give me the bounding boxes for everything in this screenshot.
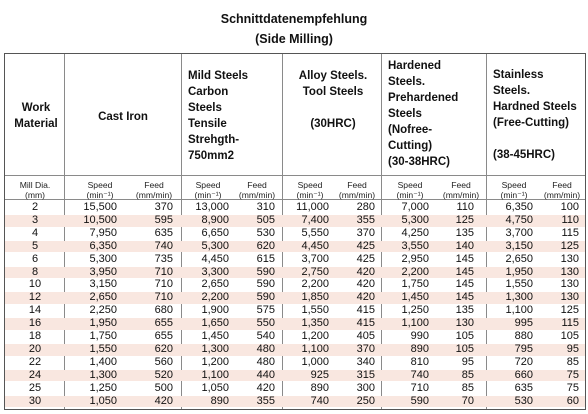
- speed-cell: 5,300: [201, 239, 229, 252]
- cutting-data-table: [4, 53, 586, 410]
- speed-cell: 8,900: [201, 213, 229, 226]
- subheader-feed: Feed (mm/min): [442, 180, 480, 200]
- mill-dia-cell: 20: [28, 342, 42, 355]
- mill-dia-cell: 22: [28, 355, 42, 368]
- feed-cell: 125: [455, 213, 474, 226]
- speed-cell: 6,350: [89, 239, 117, 252]
- page-subtitle: (Side Milling): [255, 32, 333, 46]
- table-row: [5, 344, 585, 356]
- speed-cell: 3,150: [505, 239, 533, 252]
- feed-cell: 135: [455, 304, 474, 317]
- header-hardened-steels: Hardened Steels. Prehardened Steels (Nofree- Cutting) (30-38HRC): [388, 60, 459, 168]
- feed-cell: 370: [154, 201, 173, 213]
- speed-cell: 3,700: [301, 252, 329, 265]
- feed-cell: 710: [154, 265, 173, 278]
- header-work-material: Work Material: [14, 102, 58, 130]
- mill-dia-cell: 12: [28, 291, 42, 304]
- table-row: [5, 370, 585, 382]
- feed-cell: 530: [256, 226, 275, 239]
- speed-cell: 720: [514, 355, 533, 368]
- speed-cell: 1,000: [301, 355, 329, 368]
- speed-cell: 1,050: [89, 394, 117, 407]
- subheader-speed: Speed (min⁻¹): [296, 180, 324, 200]
- speed-cell: 880: [514, 330, 533, 342]
- speed-cell: 1,450: [201, 330, 229, 342]
- subheader-mill-dia: Mill Dia. (mm): [19, 180, 51, 200]
- feed-cell: 145: [455, 252, 474, 265]
- mill-dia-cell: 4: [31, 226, 39, 239]
- speed-cell: 2,750: [301, 265, 329, 278]
- speed-cell: 2,250: [89, 304, 117, 317]
- speed-cell: 3,300: [201, 265, 229, 278]
- page-title: Schnittdatenempfehlung: [220, 12, 368, 26]
- speed-cell: 4,250: [401, 226, 429, 239]
- speed-cell: 4,750: [505, 213, 533, 226]
- speed-cell: 1,550: [505, 278, 533, 291]
- feed-cell: 575: [256, 304, 275, 317]
- table-row: [5, 267, 585, 279]
- header-divider: [5, 175, 585, 176]
- speed-cell: 2,650: [201, 278, 229, 291]
- speed-cell: 635: [514, 381, 533, 394]
- feed-cell: 710: [154, 278, 173, 291]
- feed-cell: 550: [256, 317, 275, 330]
- feed-cell: 105: [455, 330, 474, 342]
- speed-cell: 890: [310, 381, 329, 394]
- speed-cell: 795: [514, 342, 533, 355]
- feed-cell: 615: [256, 252, 275, 265]
- feed-cell: 135: [455, 226, 474, 239]
- feed-cell: 355: [256, 394, 275, 407]
- feed-cell: 250: [356, 394, 375, 407]
- speed-cell: 4,450: [201, 252, 229, 265]
- speed-cell: 3,950: [89, 265, 117, 278]
- feed-cell: 420: [154, 394, 173, 407]
- feed-cell: 680: [154, 304, 173, 317]
- table-row: [5, 357, 585, 369]
- speed-cell: 710: [410, 381, 429, 394]
- feed-cell: 590: [256, 265, 275, 278]
- feed-cell: 425: [356, 239, 375, 252]
- feed-cell: 620: [256, 239, 275, 252]
- table-row: [5, 396, 585, 408]
- speed-cell: 1,200: [301, 330, 329, 342]
- feed-cell: 635: [154, 226, 173, 239]
- mill-dia-cell: 5: [31, 239, 39, 252]
- feed-cell: 130: [560, 252, 579, 265]
- mill-dia-cell: 8: [31, 265, 39, 278]
- table-row: [5, 215, 585, 227]
- speed-cell: 5,300: [401, 213, 429, 226]
- feed-cell: 85: [461, 368, 474, 381]
- feed-cell: 620: [154, 342, 173, 355]
- mill-dia-cell: 10: [28, 278, 42, 291]
- speed-cell: 995: [514, 317, 533, 330]
- speed-cell: 1,950: [89, 317, 117, 330]
- speed-cell: 1,100: [401, 317, 429, 330]
- speed-cell: 2,200: [401, 265, 429, 278]
- subheader-speed: Speed (min⁻¹): [86, 180, 114, 200]
- feed-cell: 735: [154, 252, 173, 265]
- table-row: [5, 318, 585, 330]
- feed-cell: 500: [154, 381, 173, 394]
- speed-cell: 1,750: [89, 330, 117, 342]
- mill-dia-cell: 18: [28, 330, 42, 342]
- feed-cell: 75: [566, 368, 579, 381]
- feed-cell: 425: [356, 252, 375, 265]
- speed-cell: 1,300: [505, 291, 533, 304]
- feed-cell: 355: [356, 213, 375, 226]
- table-row: [5, 383, 585, 395]
- speed-cell: 1,200: [201, 355, 229, 368]
- feed-cell: 415: [356, 317, 375, 330]
- header-alloy-steels: Alloy Steels. Tool Steels (30HRC): [298, 70, 368, 130]
- speed-cell: 5,300: [89, 252, 117, 265]
- feed-cell: 60: [566, 394, 579, 407]
- feed-cell: 130: [560, 265, 579, 278]
- speed-cell: 1,350: [301, 317, 329, 330]
- header-mild-steels: Mild Steels Carbon Steels Tensile Strehgth- 750mm2: [188, 70, 249, 162]
- feed-cell: 280: [356, 201, 375, 213]
- mill-dia-cell: 25: [28, 381, 42, 394]
- feed-cell: 505: [256, 213, 275, 226]
- speed-cell: 13,000: [195, 201, 229, 213]
- speed-cell: 5,550: [301, 226, 329, 239]
- feed-cell: 710: [154, 291, 173, 304]
- feed-cell: 145: [455, 265, 474, 278]
- speed-cell: 1,900: [201, 304, 229, 317]
- feed-cell: 415: [356, 304, 375, 317]
- mill-dia-cell: 6: [31, 252, 39, 265]
- feed-cell: 110: [456, 201, 474, 213]
- mill-dia-cell: 30: [28, 394, 42, 407]
- table-row: [5, 279, 585, 291]
- speed-cell: 4,450: [301, 239, 329, 252]
- table-row: [5, 241, 585, 253]
- speed-cell: 3,150: [89, 278, 117, 291]
- speed-cell: 1,750: [401, 278, 429, 291]
- header-cast-iron: Cast Iron: [98, 111, 148, 123]
- speed-cell: 7,000: [401, 201, 429, 213]
- feed-cell: 590: [256, 278, 275, 291]
- speed-cell: 890: [210, 394, 229, 407]
- feed-cell: 125: [560, 304, 579, 317]
- speed-cell: 660: [514, 368, 533, 381]
- feed-cell: 420: [356, 278, 375, 291]
- feed-cell: 95: [566, 342, 579, 355]
- feed-cell: 420: [256, 381, 275, 394]
- feed-cell: 370: [356, 342, 375, 355]
- feed-cell: 310: [256, 201, 275, 213]
- speed-cell: 6,650: [201, 226, 229, 239]
- speed-cell: 2,200: [201, 291, 229, 304]
- speed-cell: 11,000: [296, 201, 329, 213]
- feed-cell: 115: [561, 226, 579, 239]
- speed-cell: 1,100: [301, 342, 329, 355]
- feed-cell: 130: [560, 278, 579, 291]
- feed-cell: 590: [256, 291, 275, 304]
- header-stainless-steels: Stainless Steels. Hardned Steels (Free-Cutting) (38-45HRC): [493, 69, 577, 161]
- speed-cell: 1,950: [505, 265, 533, 278]
- speed-cell: 3,550: [401, 239, 429, 252]
- mill-dia-cell: 14: [28, 304, 42, 317]
- speed-cell: 10,500: [83, 213, 117, 226]
- feed-cell: 85: [461, 381, 474, 394]
- subheader-speed: Speed (min⁻¹): [500, 180, 528, 200]
- speed-cell: 1,250: [89, 381, 117, 394]
- feed-cell: 655: [154, 330, 173, 342]
- speed-cell: 3,700: [505, 226, 533, 239]
- subheader-feed: Feed (mm/min): [338, 180, 376, 200]
- speed-cell: 7,950: [89, 226, 117, 239]
- speed-cell: 1,650: [201, 317, 229, 330]
- speed-cell: 1,250: [401, 304, 429, 317]
- speed-cell: 890: [410, 342, 429, 355]
- table-row: [5, 292, 585, 304]
- feed-cell: 115: [561, 317, 579, 330]
- mill-dia-cell: 24: [28, 368, 42, 381]
- speed-cell: 2,950: [401, 252, 429, 265]
- speed-cell: 1,050: [201, 381, 229, 394]
- feed-cell: 420: [356, 291, 375, 304]
- feed-cell: 740: [154, 239, 173, 252]
- feed-cell: 300: [356, 381, 375, 394]
- feed-cell: 130: [560, 291, 579, 304]
- feed-cell: 75: [566, 381, 579, 394]
- speed-cell: 1,100: [201, 368, 229, 381]
- feed-cell: 480: [256, 342, 275, 355]
- feed-cell: 125: [560, 239, 579, 252]
- feed-cell: 440: [256, 368, 275, 381]
- table-row: [5, 228, 585, 240]
- table-row: [5, 305, 585, 317]
- speed-cell: 1,450: [401, 291, 429, 304]
- speed-cell: 2,650: [89, 291, 117, 304]
- subheader-speed: Speed (min⁻¹): [396, 180, 424, 200]
- speed-cell: 925: [310, 368, 329, 381]
- feed-cell: 100: [560, 201, 579, 213]
- feed-cell: 370: [356, 226, 375, 239]
- feed-cell: 540: [256, 330, 275, 342]
- feed-cell: 145: [455, 291, 474, 304]
- speed-cell: 1,100: [505, 304, 533, 317]
- speed-cell: 1,300: [201, 342, 229, 355]
- subheader-feed: Feed (mm/min): [238, 180, 276, 200]
- feed-cell: 130: [455, 317, 474, 330]
- feed-cell: 520: [154, 368, 173, 381]
- mill-dia-cell: 16: [28, 317, 42, 330]
- table-row: [5, 254, 585, 266]
- mill-dia-cell: 3: [31, 213, 39, 226]
- feed-cell: 655: [154, 317, 173, 330]
- speed-cell: 15,500: [83, 201, 117, 213]
- feed-cell: 480: [256, 355, 275, 368]
- speed-cell: 1,550: [301, 304, 329, 317]
- speed-cell: 6,350: [505, 201, 533, 213]
- speed-cell: 1,550: [89, 342, 117, 355]
- table-row: [5, 331, 585, 343]
- feed-cell: 145: [455, 278, 474, 291]
- feed-cell: 95: [461, 355, 474, 368]
- subheader-speed: Speed (min⁻¹): [194, 180, 222, 200]
- feed-cell: 110: [561, 213, 579, 226]
- feed-cell: 595: [154, 213, 173, 226]
- speed-cell: 740: [410, 368, 429, 381]
- feed-cell: 105: [560, 330, 579, 342]
- mill-dia-cell: 2: [31, 201, 39, 213]
- speed-cell: 530: [514, 394, 533, 407]
- speed-cell: 740: [310, 394, 329, 407]
- speed-cell: 2,650: [505, 252, 533, 265]
- feed-cell: 315: [356, 368, 375, 381]
- speed-cell: 2,200: [301, 278, 329, 291]
- feed-cell: 85: [566, 355, 579, 368]
- speed-cell: 1,300: [89, 368, 117, 381]
- speed-cell: 1,400: [89, 355, 117, 368]
- feed-cell: 420: [356, 265, 375, 278]
- speed-cell: 990: [410, 330, 429, 342]
- speed-cell: 7,400: [301, 213, 329, 226]
- feed-cell: 105: [455, 342, 474, 355]
- subheader-feed: Feed (mm/min): [543, 180, 581, 200]
- speed-cell: 1,850: [301, 291, 329, 304]
- feed-cell: 340: [356, 355, 375, 368]
- table-row: [5, 202, 585, 214]
- feed-cell: 560: [154, 355, 173, 368]
- feed-cell: 140: [455, 239, 474, 252]
- speed-cell: 810: [410, 355, 429, 368]
- feed-cell: 405: [356, 330, 375, 342]
- subheader-feed: Feed (mm/min): [135, 180, 173, 200]
- speed-cell: 590: [410, 394, 429, 407]
- feed-cell: 70: [461, 394, 474, 407]
